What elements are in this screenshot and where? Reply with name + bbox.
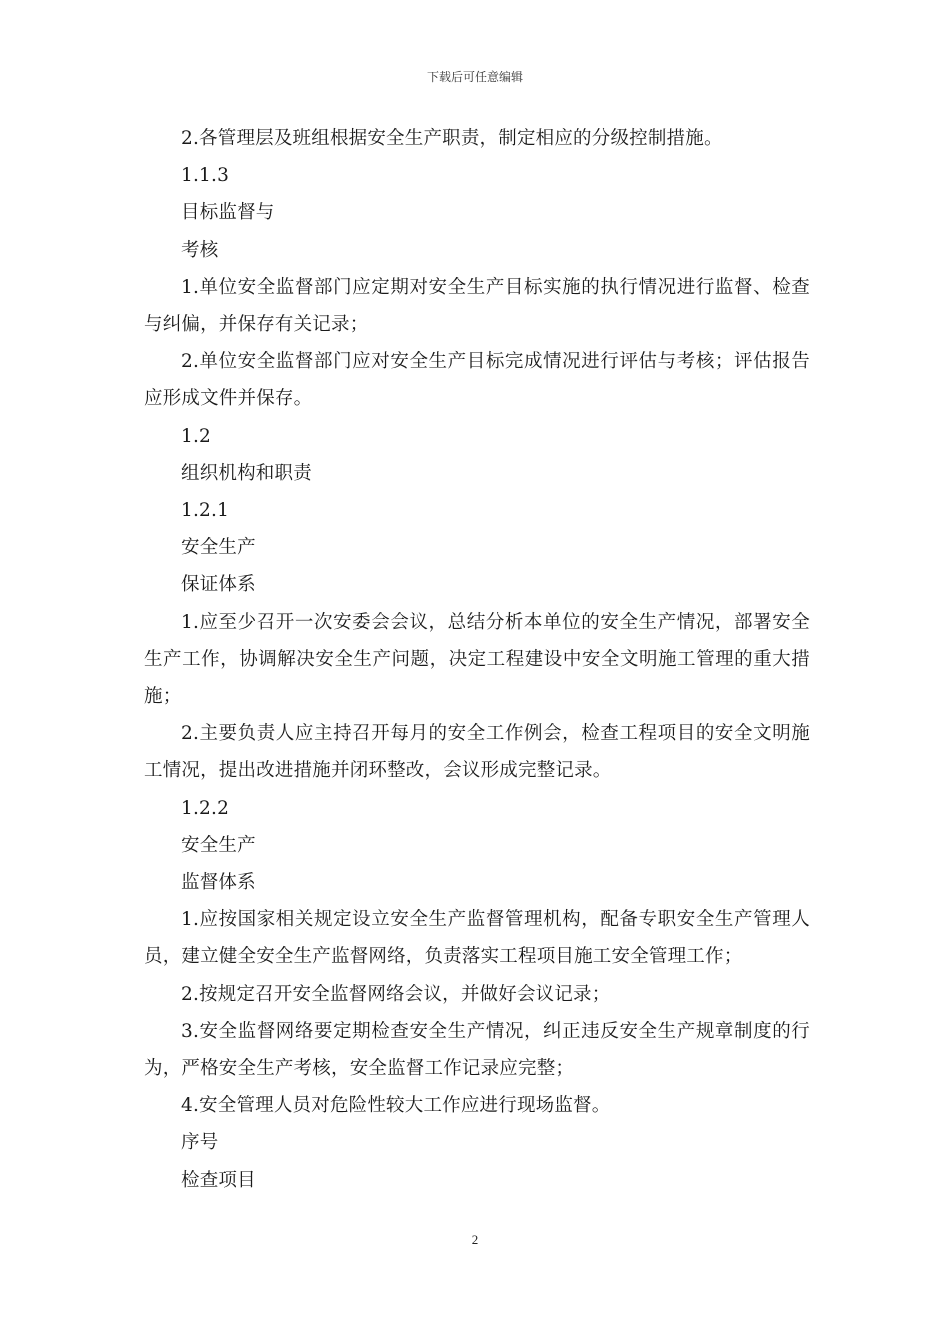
section-title: 保证体系 <box>181 574 256 596</box>
section-title: 监督体系 <box>181 872 256 894</box>
section-title: 组织机构和职责 <box>181 462 312 484</box>
page-number: 2 <box>471 1232 479 1247</box>
section-title: 安全生产 <box>181 537 256 559</box>
paragraph: 1.应至少召开一次安委会会议，总结分析本单位的安全生产情况，部署安全生产工作，协调解决安全生产问题，决定工程建设中安全文明施工管理的重大措施； <box>144 611 810 708</box>
paragraph: 4.安全管理人员对危险性较大工作应进行现场监督。 <box>181 1095 611 1117</box>
section-number: 1.2.1 <box>181 500 230 522</box>
section-title: 目标监督与 <box>181 202 275 224</box>
document-body <box>144 120 810 1199</box>
paragraph: 2.按规定召开安全监督网络会议，并做好会议记录； <box>181 983 611 1005</box>
paragraph: 2.各管理层及班组根据安全生产职责，制定相应的分级控制措施。 <box>181 128 723 149</box>
section-number: 1.2.2 <box>181 797 230 819</box>
paragraph: 1.应按国家相关规定设立安全生产监督管理机构，配备专职安全生产管理人员，建立健全安全生产监督网络，负责落实工程项目施工安全管理工作； <box>144 909 810 968</box>
paragraph: 2.单位安全监督部门应对安全生产目标完成情况进行评估与考核；评估报告应形成文件并保存。 <box>144 351 810 410</box>
section-number: 1.2 <box>181 425 212 447</box>
section-number: 1.1.3 <box>181 165 230 187</box>
section-title: 考核 <box>181 239 219 261</box>
table-header-label: 检查项目 <box>181 1169 256 1191</box>
paragraph: 3.安全监督网络要定期检查安全生产情况，纠正违反安全生产规章制度的行为，严格安全生产考核，安全监督工作记录应完整； <box>144 1020 810 1080</box>
table-header-label: 序号 <box>181 1132 219 1154</box>
paragraph: 2.主要负责人应主持召开每月的安全工作例会，检查工程项目的安全文明施工情况，提出改进措施并闭环整改，会议形成完整记录。 <box>144 723 810 782</box>
paragraph: 1.单位安全监督部门应定期对安全生产目标实施的执行情况进行监督、检查与纠偏，并保存有关记录； <box>144 276 810 336</box>
page-header: 下载后可任意编辑 <box>426 70 523 84</box>
section-title: 安全生产 <box>181 834 256 856</box>
